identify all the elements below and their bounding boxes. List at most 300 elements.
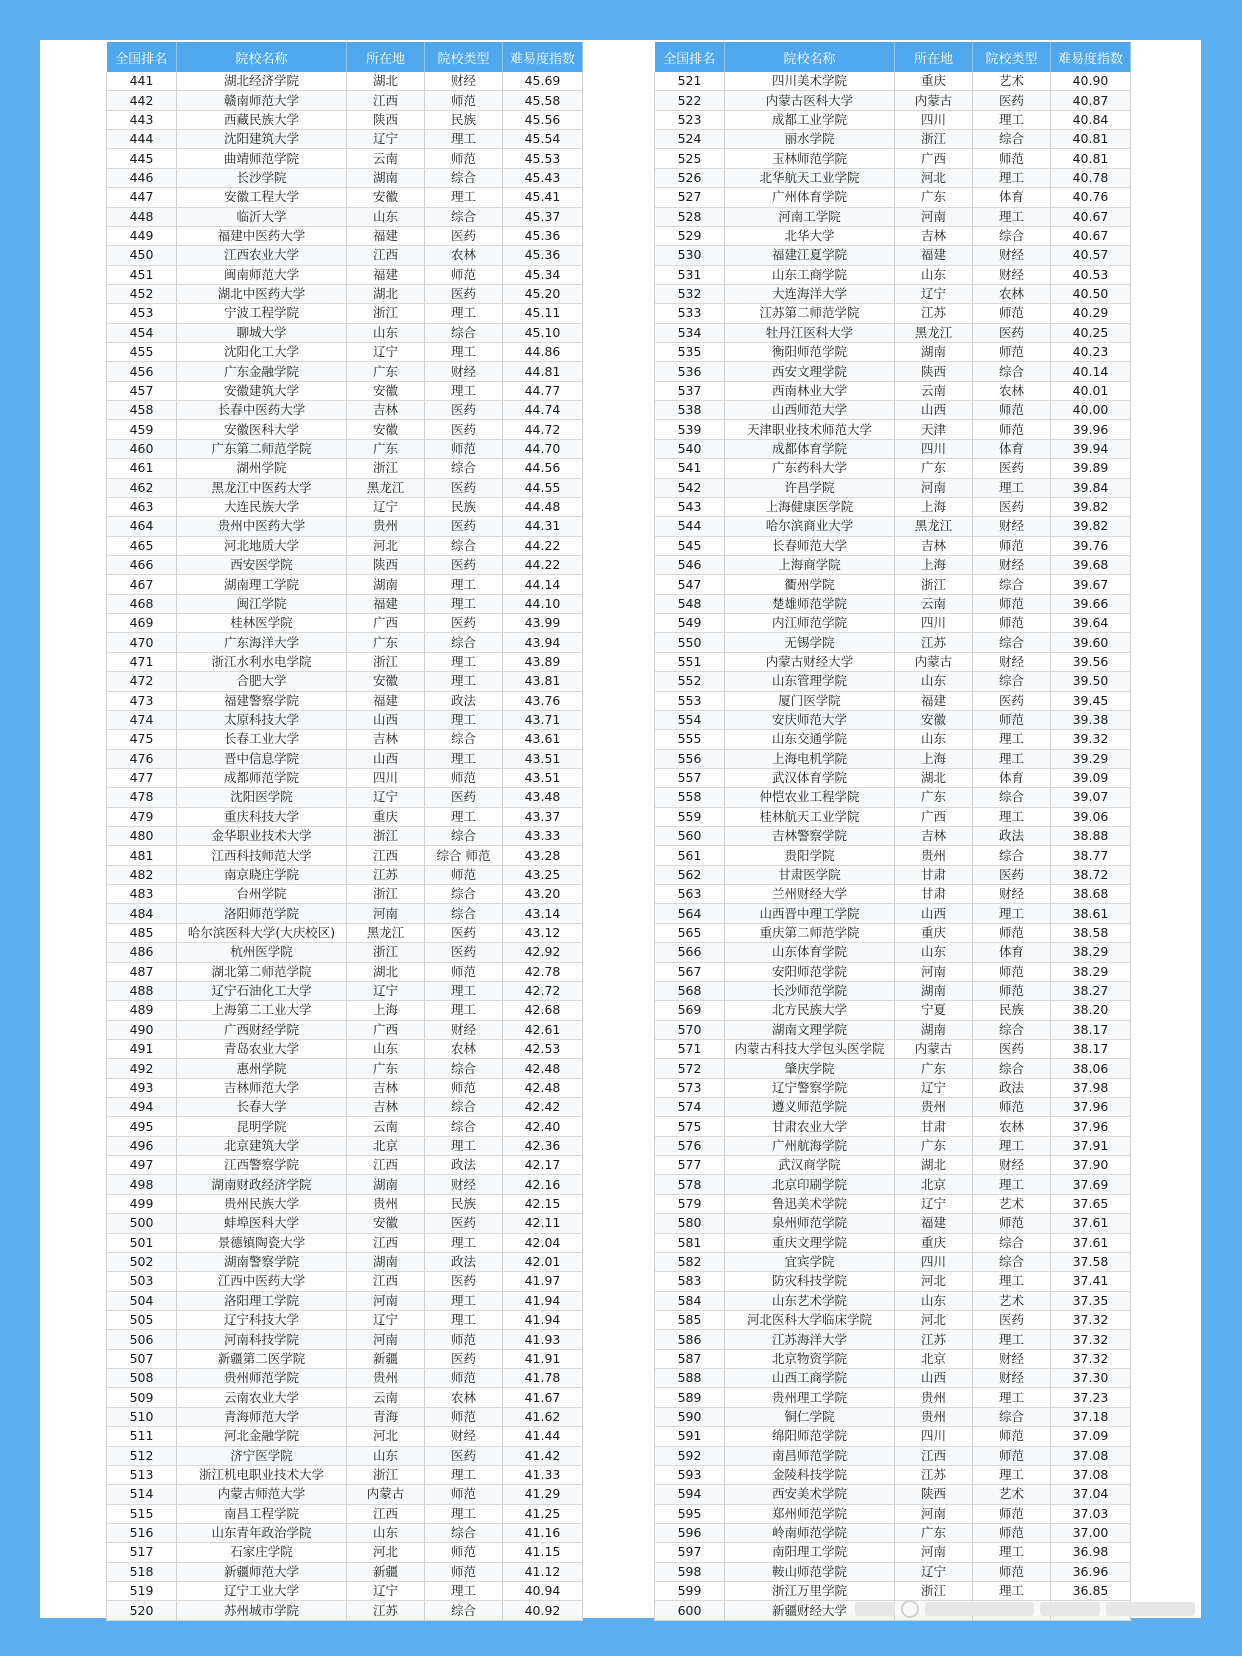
cell-school-name: 山东工商学院 — [725, 265, 895, 284]
cell-school-name: 沈阳医学院 — [177, 788, 347, 807]
cell-school-name: 山东青年政治学院 — [177, 1523, 347, 1542]
cell-rank: 491 — [107, 1039, 177, 1058]
cell-difficulty-index: 41.44 — [503, 1427, 583, 1446]
table-row — [107, 1311, 583, 1330]
cell-school-type: 综合 — [425, 730, 503, 749]
cell-difficulty-index: 44.14 — [503, 575, 583, 594]
cell-rank: 483 — [107, 885, 177, 904]
cell-difficulty-index: 40.81 — [1051, 130, 1131, 149]
cell-difficulty-index: 38.58 — [1051, 923, 1131, 942]
cell-rank: 509 — [107, 1388, 177, 1407]
cell-difficulty-index: 44.72 — [503, 420, 583, 439]
table-row — [655, 1059, 1131, 1078]
cell-school-type: 理工 — [425, 304, 503, 323]
cell-school-type: 师范 — [973, 401, 1051, 420]
cell-rank: 521 — [655, 72, 725, 91]
cell-school-type: 综合 — [973, 672, 1051, 691]
cell-difficulty-index: 37.04 — [1051, 1485, 1131, 1504]
cell-rank: 540 — [655, 439, 725, 458]
cell-difficulty-index: 40.53 — [1051, 265, 1131, 284]
cell-school-name: 洛阳师范学院 — [177, 904, 347, 923]
table-row — [655, 807, 1131, 826]
cell-location: 江西 — [347, 846, 425, 865]
cell-school-type: 农林 — [425, 1388, 503, 1407]
cell-location: 江西 — [347, 1156, 425, 1175]
cell-school-name: 桂林航天工业学院 — [725, 807, 895, 826]
cell-difficulty-index: 37.91 — [1051, 1136, 1131, 1155]
cell-school-name: 南昌师范学院 — [725, 1446, 895, 1465]
cell-school-name: 四川美术学院 — [725, 72, 895, 91]
cell-rank: 505 — [107, 1311, 177, 1330]
cell-rank: 502 — [107, 1252, 177, 1271]
cell-school-name: 广东第二师范学院 — [177, 439, 347, 458]
cell-rank: 575 — [655, 1117, 725, 1136]
cell-location: 江西 — [347, 246, 425, 265]
cell-school-name: 曲靖师范学院 — [177, 149, 347, 168]
cell-location: 河北 — [895, 1272, 973, 1291]
cell-rank: 568 — [655, 981, 725, 1000]
cell-school-type: 综合 — [973, 1233, 1051, 1252]
cell-rank: 589 — [655, 1388, 725, 1407]
cell-rank: 556 — [655, 749, 725, 768]
table-row — [107, 420, 583, 439]
cell-difficulty-index: 38.77 — [1051, 846, 1131, 865]
watermark-overlay — [855, 1598, 1195, 1620]
cell-difficulty-index: 45.36 — [503, 226, 583, 245]
cell-school-type: 综合 — [973, 1252, 1051, 1271]
cell-school-type: 理工 — [973, 110, 1051, 129]
cell-school-name: 楚雄师范学院 — [725, 594, 895, 613]
cell-school-type: 农林 — [425, 246, 503, 265]
cell-difficulty-index: 43.51 — [503, 768, 583, 787]
cell-rank: 527 — [655, 188, 725, 207]
cell-school-type: 理工 — [425, 981, 503, 1000]
table-row — [655, 439, 1131, 458]
cell-rank: 493 — [107, 1078, 177, 1097]
cell-difficulty-index: 40.67 — [1051, 226, 1131, 245]
cell-school-type: 政法 — [425, 1156, 503, 1175]
cell-school-name: 宁波工程学院 — [177, 304, 347, 323]
cell-difficulty-index: 39.06 — [1051, 807, 1131, 826]
table-row — [107, 1330, 583, 1349]
table-row — [655, 1001, 1131, 1020]
cell-location: 河南 — [347, 1330, 425, 1349]
cell-rank: 533 — [655, 304, 725, 323]
cell-difficulty-index: 45.20 — [503, 284, 583, 303]
cell-difficulty-index: 38.29 — [1051, 962, 1131, 981]
cell-school-name: 蚌埠医科大学 — [177, 1214, 347, 1233]
cell-location: 浙江 — [895, 130, 973, 149]
cell-school-name: 昆明学院 — [177, 1117, 347, 1136]
cell-rank: 518 — [107, 1562, 177, 1581]
cell-school-type: 综合 — [973, 1407, 1051, 1426]
cell-difficulty-index: 40.81 — [1051, 149, 1131, 168]
cell-location: 福建 — [895, 691, 973, 710]
cell-rank: 476 — [107, 749, 177, 768]
table-row — [655, 1349, 1131, 1368]
cell-difficulty-index: 40.92 — [503, 1601, 583, 1620]
cell-difficulty-index: 43.76 — [503, 691, 583, 710]
cell-difficulty-index: 43.89 — [503, 652, 583, 671]
cell-difficulty-index: 42.17 — [503, 1156, 583, 1175]
cell-difficulty-index: 38.61 — [1051, 904, 1131, 923]
cell-school-name: 厦门医学院 — [725, 691, 895, 710]
cell-difficulty-index: 37.08 — [1051, 1446, 1131, 1465]
cell-school-name: 铜仁学院 — [725, 1407, 895, 1426]
cell-location: 安徽 — [347, 672, 425, 691]
cell-rank: 597 — [655, 1543, 725, 1562]
cell-rank: 457 — [107, 381, 177, 400]
cell-school-type: 财经 — [425, 1020, 503, 1039]
cell-difficulty-index: 41.62 — [503, 1407, 583, 1426]
cell-school-name: 哈尔滨医科大学(大庆校区) — [177, 923, 347, 942]
cell-rank: 594 — [655, 1485, 725, 1504]
cell-rank: 454 — [107, 323, 177, 342]
table-row — [107, 188, 583, 207]
cell-difficulty-index: 41.16 — [503, 1523, 583, 1542]
cell-school-type: 理工 — [425, 1311, 503, 1330]
cell-location: 湖南 — [347, 1252, 425, 1271]
cell-school-name: 肇庆学院 — [725, 1059, 895, 1078]
cell-school-type: 师范 — [973, 343, 1051, 362]
table-row — [655, 1136, 1131, 1155]
watermark-block — [1040, 1602, 1100, 1616]
cell-rank: 463 — [107, 497, 177, 516]
cell-rank: 581 — [655, 1233, 725, 1252]
cell-difficulty-index: 44.22 — [503, 536, 583, 555]
cell-difficulty-index: 37.96 — [1051, 1098, 1131, 1117]
table-row — [107, 517, 583, 536]
cell-school-type: 医药 — [425, 614, 503, 633]
cell-school-name: 湖南文理学院 — [725, 1020, 895, 1039]
table-row — [107, 1407, 583, 1426]
cell-school-name: 重庆第二师范学院 — [725, 923, 895, 942]
cell-location: 河北 — [895, 168, 973, 187]
cell-rank: 446 — [107, 168, 177, 187]
cell-rank: 554 — [655, 710, 725, 729]
cell-location: 重庆 — [895, 72, 973, 91]
cell-location: 辽宁 — [895, 1078, 973, 1097]
cell-location: 山东 — [895, 730, 973, 749]
cell-location: 福建 — [347, 226, 425, 245]
cell-difficulty-index: 41.91 — [503, 1349, 583, 1368]
cell-school-name: 西安医学院 — [177, 555, 347, 574]
cell-school-type: 师范 — [425, 1369, 503, 1388]
cell-location: 湖北 — [895, 1156, 973, 1175]
cell-school-type: 理工 — [973, 730, 1051, 749]
cell-school-type: 医药 — [973, 91, 1051, 110]
cell-school-name: 江西中医药大学 — [177, 1272, 347, 1291]
cell-rank: 444 — [107, 130, 177, 149]
table-row — [107, 1098, 583, 1117]
table-row — [655, 343, 1131, 362]
cell-school-type: 民族 — [973, 1001, 1051, 1020]
ranking-table-right — [654, 42, 1131, 1621]
cell-rank: 507 — [107, 1349, 177, 1368]
cell-rank: 501 — [107, 1233, 177, 1252]
cell-location: 江苏 — [895, 633, 973, 652]
table-row — [655, 1330, 1131, 1349]
table-row — [655, 614, 1131, 633]
cell-location: 山西 — [895, 401, 973, 420]
cell-difficulty-index: 41.94 — [503, 1311, 583, 1330]
table-row — [107, 1214, 583, 1233]
cell-rank: 513 — [107, 1465, 177, 1484]
cell-school-name: 许昌学院 — [725, 478, 895, 497]
cell-location: 辽宁 — [347, 788, 425, 807]
cell-school-type: 财经 — [425, 1427, 503, 1446]
cell-school-name: 聊城大学 — [177, 323, 347, 342]
cell-school-name: 成都工业学院 — [725, 110, 895, 129]
cell-difficulty-index: 41.67 — [503, 1388, 583, 1407]
cell-school-type: 政法 — [973, 827, 1051, 846]
cell-rank: 550 — [655, 633, 725, 652]
table-row — [655, 110, 1131, 129]
cell-difficulty-index: 39.94 — [1051, 439, 1131, 458]
table-row — [655, 672, 1131, 691]
cell-school-type: 师范 — [973, 981, 1051, 1000]
cell-school-type: 综合 — [425, 885, 503, 904]
cell-rank: 586 — [655, 1330, 725, 1349]
cell-rank: 511 — [107, 1427, 177, 1446]
cell-school-type: 医药 — [973, 1039, 1051, 1058]
cell-location: 辽宁 — [347, 130, 425, 149]
cell-school-name: 江苏第二师范学院 — [725, 304, 895, 323]
table-row — [655, 768, 1131, 787]
table-row — [107, 1427, 583, 1446]
cell-rank: 512 — [107, 1446, 177, 1465]
cell-school-name: 岭南师范学院 — [725, 1523, 895, 1542]
table-row — [655, 1465, 1131, 1484]
table-row — [107, 1233, 583, 1252]
cell-school-name: 大连海洋大学 — [725, 284, 895, 303]
cell-rank: 498 — [107, 1175, 177, 1194]
cell-rank: 580 — [655, 1214, 725, 1233]
cell-location: 福建 — [347, 691, 425, 710]
cell-school-type: 综合 — [973, 846, 1051, 865]
cell-rank: 591 — [655, 1427, 725, 1446]
table-row — [655, 788, 1131, 807]
table-row — [107, 1562, 583, 1581]
cell-school-type: 师范 — [425, 149, 503, 168]
cell-school-type: 理工 — [973, 1272, 1051, 1291]
cell-location: 天津 — [895, 420, 973, 439]
cell-school-type: 综合 — [425, 1098, 503, 1117]
header-difficulty-index: 难易度指数 — [1051, 42, 1131, 72]
cell-rank: 565 — [655, 923, 725, 942]
cell-rank: 598 — [655, 1562, 725, 1581]
cell-school-type: 医药 — [425, 284, 503, 303]
cell-difficulty-index: 42.42 — [503, 1098, 583, 1117]
cell-school-type: 综合 — [973, 362, 1051, 381]
cell-school-type: 体育 — [973, 188, 1051, 207]
cell-school-name: 上海第二工业大学 — [177, 1001, 347, 1020]
table-row — [107, 284, 583, 303]
cell-difficulty-index: 43.94 — [503, 633, 583, 652]
cell-location: 北京 — [347, 1136, 425, 1155]
cell-difficulty-index: 36.96 — [1051, 1562, 1131, 1581]
cell-rank: 482 — [107, 865, 177, 884]
table-row — [107, 594, 583, 613]
cell-rank: 534 — [655, 323, 725, 342]
table-row — [655, 1194, 1131, 1213]
cell-school-type: 师范 — [425, 865, 503, 884]
cell-rank: 451 — [107, 265, 177, 284]
cell-difficulty-index: 37.09 — [1051, 1427, 1131, 1446]
cell-school-type: 理工 — [973, 1136, 1051, 1155]
cell-rank: 504 — [107, 1291, 177, 1310]
cell-school-name: 贵州中医药大学 — [177, 517, 347, 536]
cell-school-type: 理工 — [425, 594, 503, 613]
cell-rank: 459 — [107, 420, 177, 439]
cell-rank: 478 — [107, 788, 177, 807]
cell-school-type: 理工 — [973, 904, 1051, 923]
table-row — [107, 865, 583, 884]
cell-difficulty-index: 39.29 — [1051, 749, 1131, 768]
cell-school-name: 长春师范大学 — [725, 536, 895, 555]
cell-location: 河南 — [895, 1504, 973, 1523]
cell-school-type: 理工 — [425, 575, 503, 594]
cell-school-type: 理工 — [973, 1388, 1051, 1407]
cell-school-name: 宜宾学院 — [725, 1252, 895, 1271]
cell-location: 吉林 — [347, 401, 425, 420]
cell-school-type: 师范 — [973, 420, 1051, 439]
cell-school-type: 理工 — [425, 188, 503, 207]
table-row — [107, 1252, 583, 1271]
cell-school-name: 辽宁警察学院 — [725, 1078, 895, 1097]
table-row — [107, 1156, 583, 1175]
cell-school-name: 北华航天工业学院 — [725, 168, 895, 187]
cell-difficulty-index: 39.32 — [1051, 730, 1131, 749]
header-school-name: 院校名称 — [725, 42, 895, 72]
cell-location: 甘肃 — [895, 865, 973, 884]
cell-difficulty-index: 43.37 — [503, 807, 583, 826]
cell-school-type: 师范 — [973, 614, 1051, 633]
table-row — [655, 304, 1131, 323]
cell-school-type: 师范 — [973, 1427, 1051, 1446]
table-row — [655, 188, 1131, 207]
table-row — [107, 1388, 583, 1407]
cell-school-type: 师范 — [973, 1214, 1051, 1233]
cell-school-type: 医药 — [425, 401, 503, 420]
table-row — [655, 1427, 1131, 1446]
cell-school-type: 综合 — [425, 904, 503, 923]
cell-difficulty-index: 43.51 — [503, 749, 583, 768]
cell-rank: 448 — [107, 207, 177, 226]
table-row — [655, 846, 1131, 865]
cell-difficulty-index: 37.61 — [1051, 1233, 1131, 1252]
cell-location: 山西 — [347, 710, 425, 729]
cell-difficulty-index: 45.11 — [503, 304, 583, 323]
table-row — [107, 1465, 583, 1484]
cell-difficulty-index: 43.12 — [503, 923, 583, 942]
cell-school-type: 理工 — [425, 1136, 503, 1155]
cell-school-name: 湖州学院 — [177, 459, 347, 478]
cell-location: 黑龙江 — [347, 923, 425, 942]
cell-school-name: 安阳师范学院 — [725, 962, 895, 981]
cell-rank: 441 — [107, 72, 177, 91]
cell-location: 山东 — [347, 1446, 425, 1465]
cell-location: 云南 — [895, 594, 973, 613]
cell-school-type: 综合 — [425, 536, 503, 555]
cell-school-name: 临沂大学 — [177, 207, 347, 226]
cell-difficulty-index: 40.87 — [1051, 91, 1131, 110]
cell-school-type: 财经 — [973, 517, 1051, 536]
table-row — [107, 633, 583, 652]
cell-rank: 453 — [107, 304, 177, 323]
cell-school-type: 师范 — [973, 594, 1051, 613]
table-row — [107, 749, 583, 768]
cell-school-type: 师范 — [425, 962, 503, 981]
cell-difficulty-index: 44.31 — [503, 517, 583, 536]
cell-rank: 486 — [107, 943, 177, 962]
table-row — [107, 1020, 583, 1039]
cell-location: 重庆 — [895, 923, 973, 942]
cell-school-name: 衢州学院 — [725, 575, 895, 594]
cell-location: 云南 — [347, 1388, 425, 1407]
cell-difficulty-index: 38.88 — [1051, 827, 1131, 846]
cell-school-name: 河北金融学院 — [177, 1427, 347, 1446]
cell-school-type: 艺术 — [973, 1485, 1051, 1504]
cell-location: 辽宁 — [895, 1562, 973, 1581]
cell-school-type: 师范 — [425, 1078, 503, 1097]
table-row — [655, 633, 1131, 652]
cell-difficulty-index: 37.98 — [1051, 1078, 1131, 1097]
cell-school-name: 安徽工程大学 — [177, 188, 347, 207]
header-school-type: 院校类型 — [425, 42, 503, 72]
table-row — [107, 885, 583, 904]
cell-rank: 552 — [655, 672, 725, 691]
cell-rank: 539 — [655, 420, 725, 439]
cell-school-type: 师范 — [425, 265, 503, 284]
cell-school-type: 综合 — [425, 633, 503, 652]
table-row — [107, 1582, 583, 1601]
cell-school-type: 理工 — [425, 1582, 503, 1601]
cell-location: 山东 — [895, 943, 973, 962]
table-row — [655, 168, 1131, 187]
cell-location: 湖南 — [347, 1175, 425, 1194]
cell-rank: 544 — [655, 517, 725, 536]
cell-difficulty-index: 42.78 — [503, 962, 583, 981]
cell-school-name: 郑州师范学院 — [725, 1504, 895, 1523]
header-difficulty-index: 难易度指数 — [503, 42, 583, 72]
table-row — [655, 730, 1131, 749]
table-row — [107, 91, 583, 110]
cell-school-name: 辽宁科技大学 — [177, 1311, 347, 1330]
cell-school-name: 北华大学 — [725, 226, 895, 245]
cell-location: 辽宁 — [347, 1582, 425, 1601]
cell-school-name: 广州体育学院 — [725, 188, 895, 207]
table-row — [107, 1136, 583, 1155]
cell-school-type: 医药 — [425, 788, 503, 807]
cell-location: 内蒙古 — [895, 652, 973, 671]
cell-rank: 570 — [655, 1020, 725, 1039]
cell-school-name: 长春中医药大学 — [177, 401, 347, 420]
cell-rank: 520 — [107, 1601, 177, 1620]
header-location: 所在地 — [347, 42, 425, 72]
cell-school-name: 大连民族大学 — [177, 497, 347, 516]
cell-location: 甘肃 — [895, 1117, 973, 1136]
cell-rank: 525 — [655, 149, 725, 168]
ranking-table-right-panel — [654, 42, 1131, 1621]
cell-location: 湖南 — [895, 343, 973, 362]
cell-location: 广东 — [347, 1059, 425, 1078]
table-row — [107, 846, 583, 865]
cell-school-type: 综合 — [425, 1117, 503, 1136]
cell-difficulty-index: 45.53 — [503, 149, 583, 168]
cell-school-type: 农林 — [973, 381, 1051, 400]
cell-school-type: 理工 — [973, 1175, 1051, 1194]
